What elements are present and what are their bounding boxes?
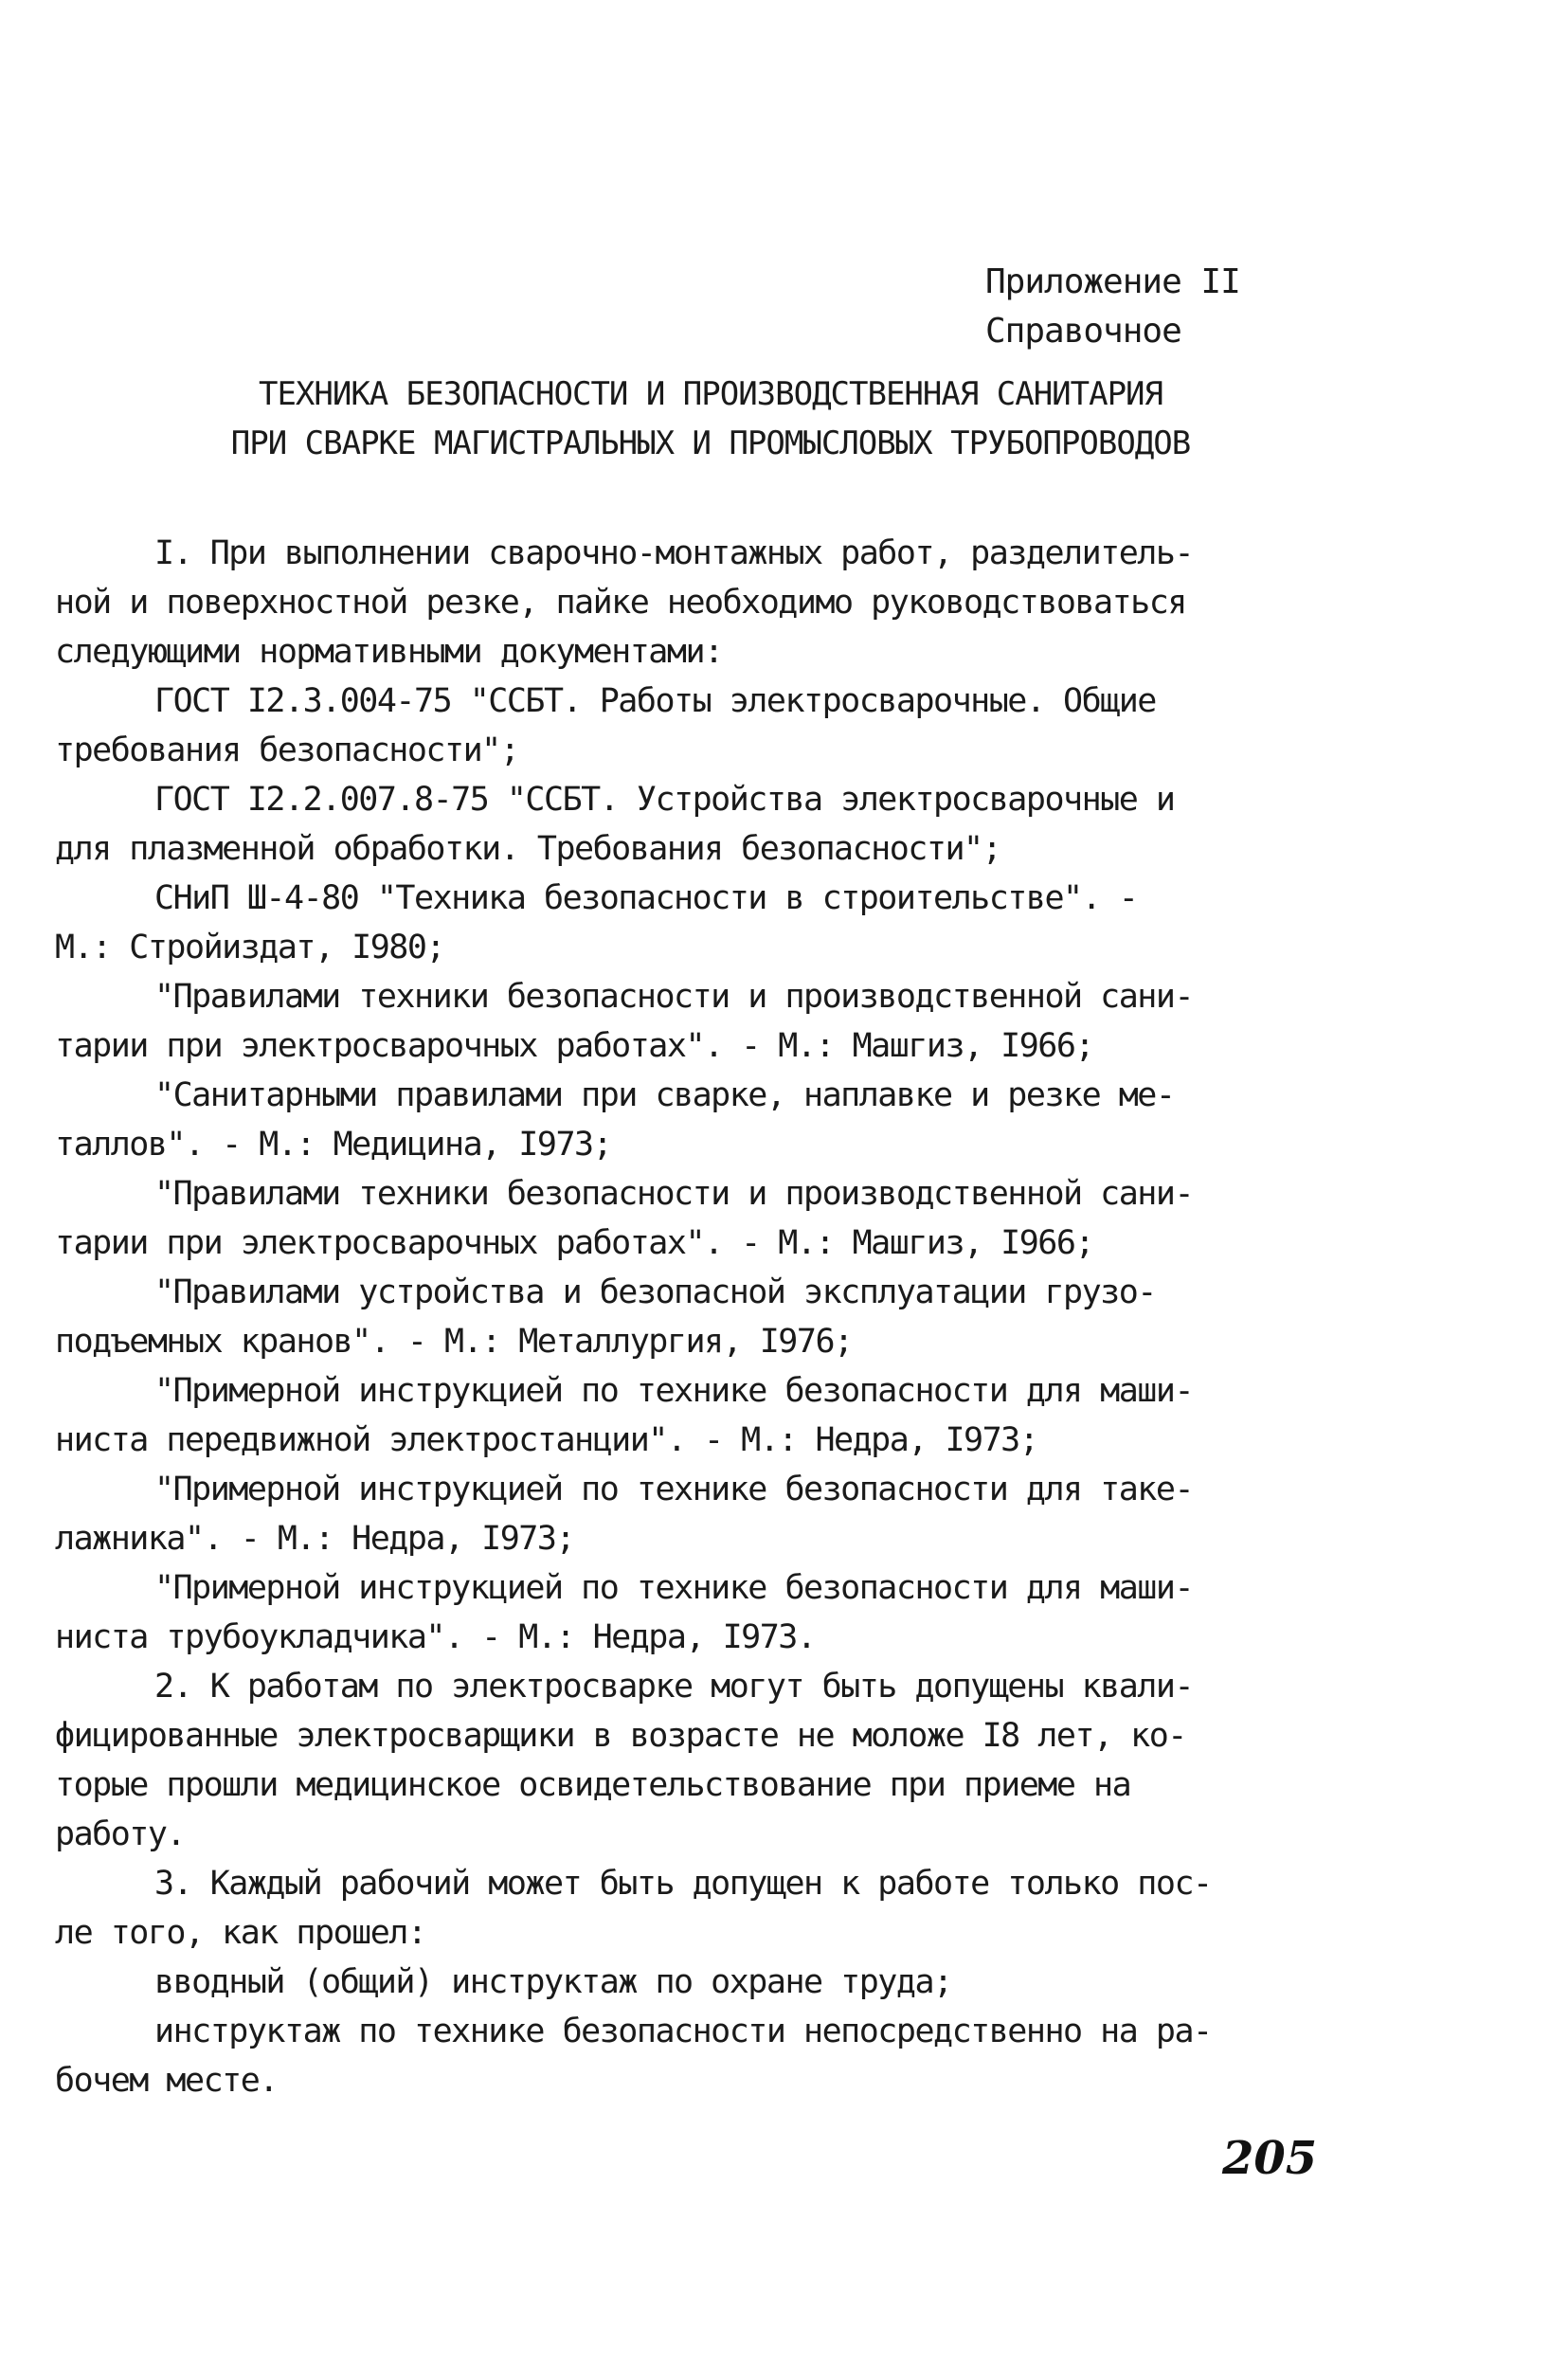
text-line: ле того, как прошел: (55, 1914, 426, 1952)
text-line: "Примерной инструкцией по технике безопасности для таке- (154, 1471, 1194, 1508)
text-line: тарии при электросварочных работах". - М.: Машгиз, I966; (55, 1027, 1094, 1065)
page-number: 205 (1222, 2132, 1318, 2185)
text-line: работу. (55, 1815, 186, 1853)
text-line: подъемных кранов". - М.: Металлургия, I976; (55, 1323, 853, 1361)
text-line: "Санитарными правилами при сварке, наплавке и резке ме- (154, 1076, 1175, 1114)
section-title (142, 370, 1279, 468)
text-line: тарии при электросварочных работах". - М.: Машгиз, I966; (55, 1224, 1094, 1262)
text-line: следующими нормативными документами: (55, 633, 723, 671)
text-line: ГОСТ I2.3.004-75 "ССБТ. Работы электросварочные. Общие (154, 682, 1156, 720)
text-line: "Примерной инструкцией по технике безопасности для маши- (154, 1569, 1194, 1607)
text-line: 3. Каждый рабочий может быть допущен к работе только пос- (154, 1865, 1212, 1903)
text-line: I. При выполнении сварочно-монтажных работ, разделитель- (154, 534, 1194, 572)
text-line: инструктаж по технике безопасности непосредственно на ра- (154, 2013, 1212, 2050)
text-line: ниста трубоукладчика". - М.: Недра, I973. (55, 1618, 816, 1656)
body-text (55, 529, 1277, 2105)
text-line: таллов". - М.: Медицина, I973; (55, 1126, 612, 1164)
text-line: требования безопасности"; (55, 731, 519, 769)
title-line-2: ПРИ СВАРКЕ МАГИСТРАЛЬНЫХ И ПРОМЫСЛОВЫХ ТРУБОПРОВОДОВ (230, 424, 1191, 462)
text-line: ной и поверхностной резке, пайке необходимо руководствоваться (55, 584, 1186, 622)
text-line: торые прошли медицинское освидетельствование при приеме на (55, 1766, 1131, 1804)
text-line: вводный (общий) инструктаж по охране труда; (154, 1963, 952, 2001)
text-line: 2. К работам по электросварке могут быть допущены квали- (154, 1668, 1194, 1706)
text-line: фицированные электросварщики в возрасте не моложе I8 лет, ко- (55, 1717, 1186, 1755)
text-line: лажника". - М.: Недра, I973; (55, 1520, 575, 1558)
text-line: "Примерной инструкцией по технике безопасности для маши- (154, 1372, 1194, 1410)
appendix-number: Приложение II (985, 262, 1240, 301)
text-line: ниста передвижной электростанции". - М.: Недра, I973; (55, 1421, 1038, 1459)
text-line: "Правилами техники безопасности и производственной сани- (154, 978, 1194, 1016)
text-line: "Правилами устройства и безопасной эксплуатации грузо- (154, 1273, 1156, 1311)
text-line: СНиП Ш-4-80 "Техника безопасности в строительстве". - (154, 879, 1138, 917)
title-line-1: ТЕХНИКА БЕЗОПАСНОСТИ И ПРОИЗВОДСТВЕННАЯ САНИТАРИЯ (258, 375, 1163, 413)
text-line: для плазменной обработки. Требования безопасности"; (55, 830, 1001, 868)
appendix-type: Справочное (985, 312, 1181, 351)
text-line: "Правилами техники безопасности и производственной сани- (154, 1175, 1194, 1213)
appendix-header (985, 258, 1240, 356)
text-line: ГОСТ I2.2.007.8-75 "ССБТ. Устройства электросварочные и (154, 781, 1175, 819)
text-line: М.: Стройиздат, I980; (55, 929, 445, 966)
text-line: бочем месте. (55, 2062, 278, 2100)
